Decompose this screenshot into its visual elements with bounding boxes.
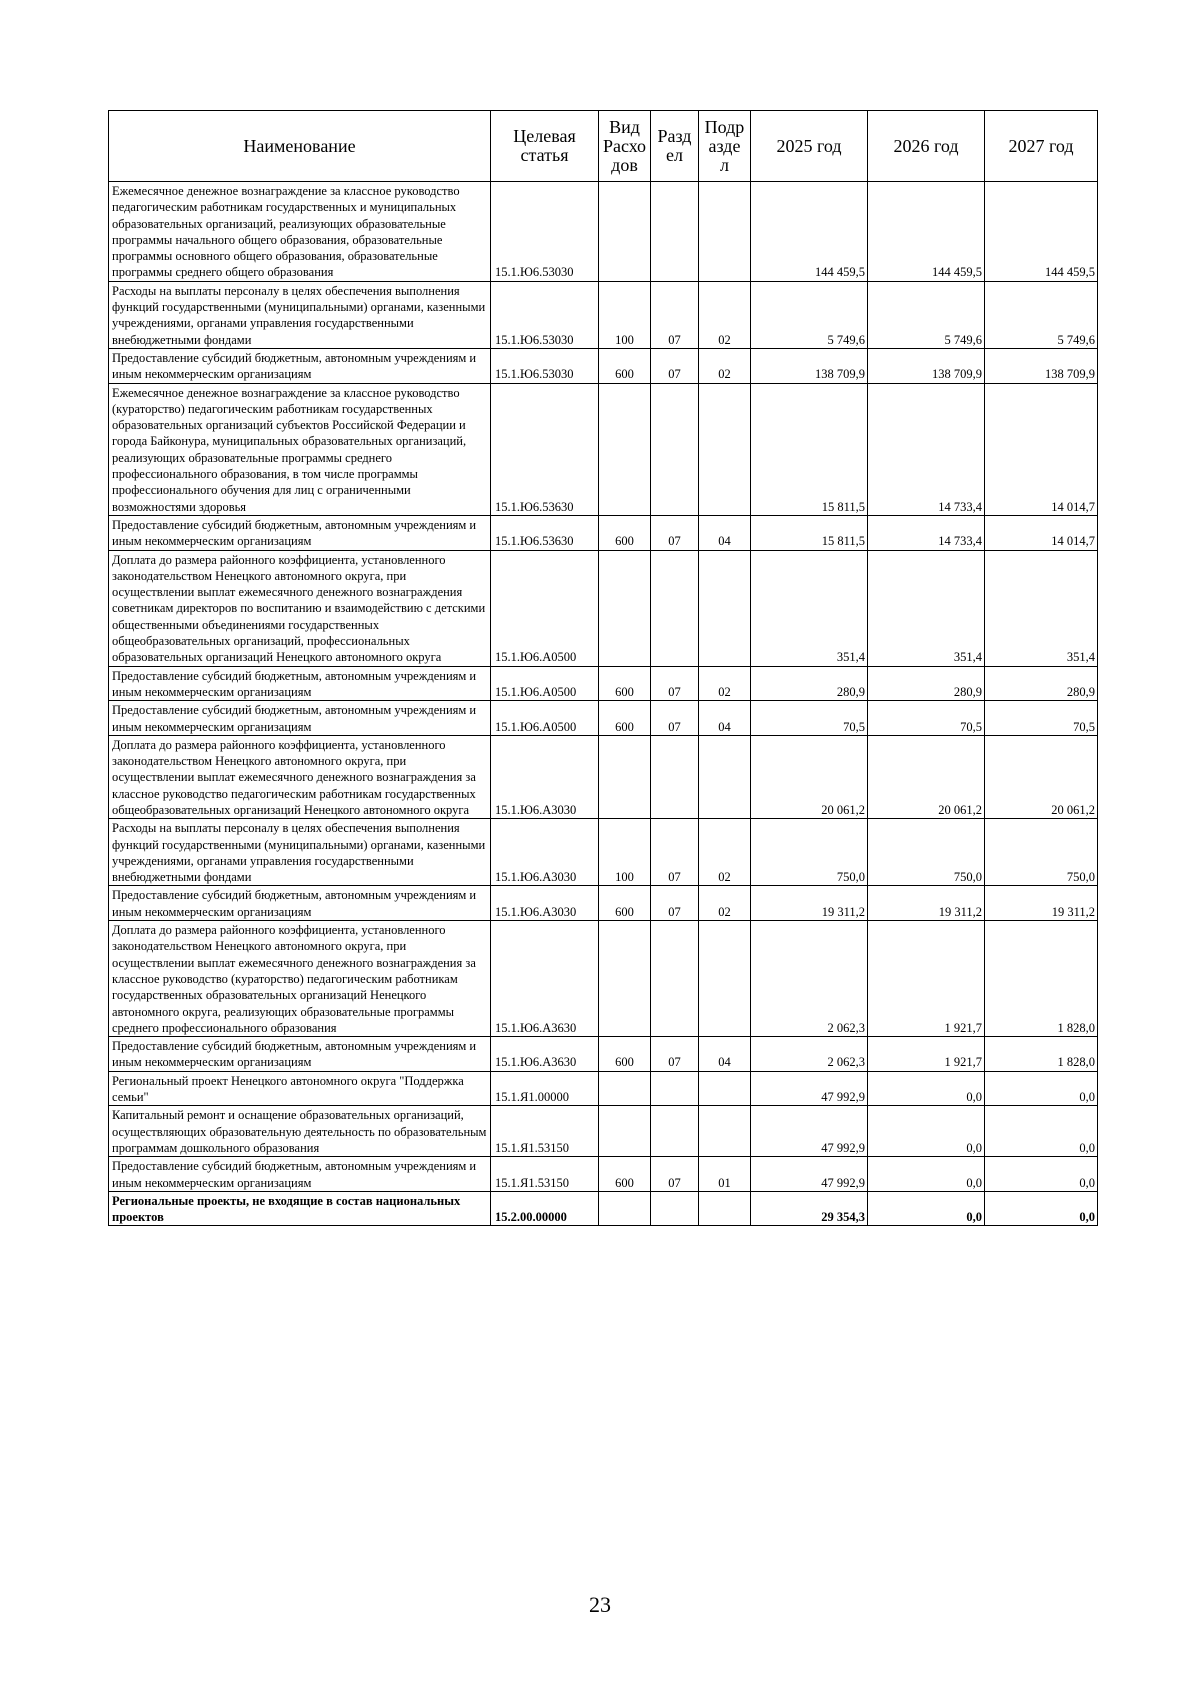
- row-2025-amount-cell: 70,5: [751, 701, 868, 736]
- row-2025-amount-cell: 15 811,5: [751, 383, 868, 515]
- row-expense-type-cell: [599, 1071, 651, 1106]
- row-expense-type-cell: [599, 550, 651, 666]
- table-row: [109, 1191, 1098, 1226]
- row-expense-type-cell: 600: [599, 701, 651, 736]
- row-2026-amount-cell: 14 733,4: [868, 515, 985, 550]
- row-subsection-cell: [699, 1191, 751, 1226]
- row-2027-amount-cell: 14 014,7: [985, 383, 1098, 515]
- row-section-cell: 07: [651, 886, 699, 921]
- row-2025-amount-cell: 47 992,9: [751, 1071, 868, 1106]
- row-section-cell: [651, 1071, 699, 1106]
- table-row: [109, 1071, 1098, 1106]
- row-target-article-cell: 15.1.Ю6.53630: [491, 515, 599, 550]
- budget-table-sheet: [108, 110, 1097, 1226]
- row-2027-amount-cell: 1 828,0: [985, 921, 1098, 1037]
- row-expense-type-cell: 600: [599, 1037, 651, 1072]
- row-name-cell: Доплата до размера районного коэффициента, установленного законодательством Ненецкого автономного округа, при осуществлении выплат ежемесячного денежного вознаграждения советникам директоров по воспитанию и взаимодействию с детскими общественными объединениями государственных общеобразовательных организаций, профессиональных образовательных организаций Ненецкого автономного округа: [109, 550, 491, 666]
- row-expense-type-cell: 100: [599, 281, 651, 348]
- row-name-cell: Региональный проект Ненецкого автономного округа "Поддержка семьи": [109, 1071, 491, 1106]
- table-row: [109, 515, 1098, 550]
- row-subsection-cell: [699, 921, 751, 1037]
- row-section-cell: 07: [651, 281, 699, 348]
- row-name-cell: Предоставление субсидий бюджетным, автономным учреждениям и иным некоммерческим организациям: [109, 666, 491, 701]
- header-target-article: Целевая статья: [491, 111, 599, 182]
- row-target-article-cell: 15.2.00.00000: [491, 1191, 599, 1226]
- row-expense-type-cell: [599, 735, 651, 818]
- page-number: 23: [589, 1592, 611, 1617]
- row-expense-type-cell: [599, 921, 651, 1037]
- row-subsection-cell: 02: [699, 281, 751, 348]
- row-2025-amount-cell: 47 992,9: [751, 1106, 868, 1157]
- row-section-cell: 07: [651, 515, 699, 550]
- row-2027-amount-cell: 0,0: [985, 1106, 1098, 1157]
- row-target-article-cell: 15.1.Я1.00000: [491, 1071, 599, 1106]
- row-2027-amount-cell: 14 014,7: [985, 515, 1098, 550]
- row-subsection-cell: 02: [699, 886, 751, 921]
- row-expense-type-cell: [599, 1191, 651, 1226]
- row-2027-amount-cell: 280,9: [985, 666, 1098, 701]
- row-name-cell: Доплата до размера районного коэффициента, установленного законодательством Ненецкого автономного округа, при осуществлении выплат ежемесячного денежного вознаграждения за классное руководство (кураторство) педагогическим работникам государственных образовательных организаций Ненецкого автономного округа, реализующих образовательные программы среднего профессионального образования: [109, 921, 491, 1037]
- row-name-cell: Предоставление субсидий бюджетным, автономным учреждениям и иным некоммерческим организациям: [109, 701, 491, 736]
- row-subsection-cell: 02: [699, 348, 751, 383]
- row-2026-amount-cell: 1 921,7: [868, 1037, 985, 1072]
- row-section-cell: [651, 383, 699, 515]
- budget-table: [108, 110, 1098, 1226]
- table-row: [109, 1037, 1098, 1072]
- row-section-cell: [651, 921, 699, 1037]
- row-name-cell: Капитальный ремонт и оснащение образовательных организаций, осуществляющих образовательную деятельность по образовательным программам дошкольного образования: [109, 1106, 491, 1157]
- row-2026-amount-cell: 19 311,2: [868, 886, 985, 921]
- row-subsection-cell: 01: [699, 1157, 751, 1192]
- row-expense-type-cell: [599, 182, 651, 282]
- row-subsection-cell: 04: [699, 701, 751, 736]
- row-expense-type-cell: 600: [599, 666, 651, 701]
- row-expense-type-cell: 600: [599, 1157, 651, 1192]
- row-2027-amount-cell: 351,4: [985, 550, 1098, 666]
- table-row: [109, 819, 1098, 886]
- row-target-article-cell: 15.1.Ю6.53030: [491, 348, 599, 383]
- row-2025-amount-cell: 138 709,9: [751, 348, 868, 383]
- row-section-cell: 07: [651, 1037, 699, 1072]
- row-2026-amount-cell: 14 733,4: [868, 383, 985, 515]
- row-target-article-cell: 15.1.Ю6.А3630: [491, 1037, 599, 1072]
- row-subsection-cell: 02: [699, 819, 751, 886]
- row-name-cell: Ежемесячное денежное вознаграждение за классное руководство (кураторство) педагогическим работникам государственных образовательных организаций субъектов Российской Федерации и города Байконура, муниципальных образовательных организаций, реализующих образовательные программы среднего профессионального образования, в том числе программы профессионального обучения для лиц с ограниченными возможностями здоровья: [109, 383, 491, 515]
- table-row: [109, 383, 1098, 515]
- row-subsection-cell: 04: [699, 515, 751, 550]
- row-2026-amount-cell: 20 061,2: [868, 735, 985, 818]
- row-name-cell: Доплата до размера районного коэффициента, установленного законодательством Ненецкого автономного округа, при осуществлении выплат ежемесячного денежного вознаграждения за классное руководство педагогическим работникам государственных общеобразовательных организаций Ненецкого автономного округа: [109, 735, 491, 818]
- row-2027-amount-cell: 0,0: [985, 1157, 1098, 1192]
- table-row: [109, 735, 1098, 818]
- row-2026-amount-cell: 351,4: [868, 550, 985, 666]
- row-2025-amount-cell: 144 459,5: [751, 182, 868, 282]
- row-target-article-cell: 15.1.Ю6.А0500: [491, 701, 599, 736]
- table-row: [109, 921, 1098, 1037]
- row-name-cell: Предоставление субсидий бюджетным, автономным учреждениям и иным некоммерческим организациям: [109, 515, 491, 550]
- row-name-cell: Предоставление субсидий бюджетным, автономным учреждениям и иным некоммерческим организациям: [109, 348, 491, 383]
- row-2025-amount-cell: 29 354,3: [751, 1191, 868, 1226]
- row-2027-amount-cell: 750,0: [985, 819, 1098, 886]
- row-expense-type-cell: 100: [599, 819, 651, 886]
- row-2026-amount-cell: 1 921,7: [868, 921, 985, 1037]
- row-subsection-cell: [699, 1106, 751, 1157]
- row-section-cell: 07: [651, 701, 699, 736]
- row-2027-amount-cell: 0,0: [985, 1191, 1098, 1226]
- row-expense-type-cell: [599, 383, 651, 515]
- row-2026-amount-cell: 280,9: [868, 666, 985, 701]
- row-2025-amount-cell: 5 749,6: [751, 281, 868, 348]
- header-section: Разд ел: [651, 111, 699, 182]
- row-section-cell: [651, 182, 699, 282]
- row-name-cell: Расходы на выплаты персоналу в целях обеспечения выполнения функций государственными (муниципальными) органами, казенными учреждениями, органами управления государственными внебюджетными фондами: [109, 281, 491, 348]
- row-2026-amount-cell: 5 749,6: [868, 281, 985, 348]
- row-section-cell: [651, 550, 699, 666]
- row-2025-amount-cell: 351,4: [751, 550, 868, 666]
- row-2025-amount-cell: 47 992,9: [751, 1157, 868, 1192]
- table-row: [109, 1106, 1098, 1157]
- table-row: [109, 348, 1098, 383]
- table-row: [109, 550, 1098, 666]
- row-target-article-cell: 15.1.Я1.53150: [491, 1106, 599, 1157]
- row-subsection-cell: [699, 735, 751, 818]
- row-name-cell: Предоставление субсидий бюджетным, автономным учреждениям и иным некоммерческим организациям: [109, 886, 491, 921]
- row-2027-amount-cell: 0,0: [985, 1071, 1098, 1106]
- header-subsection: Подр азде л: [699, 111, 751, 182]
- header-expense-type: Вид Расхо дов: [599, 111, 651, 182]
- row-section-cell: [651, 1106, 699, 1157]
- row-subsection-cell: [699, 550, 751, 666]
- row-2027-amount-cell: 5 749,6: [985, 281, 1098, 348]
- table-row: [109, 281, 1098, 348]
- row-target-article-cell: 15.1.Ю6.А3630: [491, 921, 599, 1037]
- header-year-2026: 2026 год: [868, 111, 985, 182]
- header-name: Наименование: [109, 111, 491, 182]
- header-year-2027: 2027 год: [985, 111, 1098, 182]
- row-subsection-cell: 02: [699, 666, 751, 701]
- table-body: [109, 182, 1098, 1226]
- table-row: [109, 666, 1098, 701]
- row-target-article-cell: 15.1.Ю6.53030: [491, 281, 599, 348]
- row-name-cell: Региональные проекты, не входящие в состав национальных проектов: [109, 1191, 491, 1226]
- row-subsection-cell: [699, 383, 751, 515]
- table-row: [109, 701, 1098, 736]
- table-row: [109, 886, 1098, 921]
- row-2027-amount-cell: 70,5: [985, 701, 1098, 736]
- row-section-cell: 07: [651, 666, 699, 701]
- row-2025-amount-cell: 20 061,2: [751, 735, 868, 818]
- row-target-article-cell: 15.1.Ю6.А3030: [491, 819, 599, 886]
- row-2026-amount-cell: 138 709,9: [868, 348, 985, 383]
- row-2026-amount-cell: 0,0: [868, 1106, 985, 1157]
- row-section-cell: 07: [651, 1157, 699, 1192]
- row-2026-amount-cell: 70,5: [868, 701, 985, 736]
- row-2025-amount-cell: 19 311,2: [751, 886, 868, 921]
- row-2027-amount-cell: 138 709,9: [985, 348, 1098, 383]
- row-subsection-cell: 04: [699, 1037, 751, 1072]
- row-section-cell: [651, 1191, 699, 1226]
- row-target-article-cell: 15.1.Ю6.53630: [491, 383, 599, 515]
- row-section-cell: 07: [651, 348, 699, 383]
- row-2026-amount-cell: 144 459,5: [868, 182, 985, 282]
- row-target-article-cell: 15.1.Ю6.53030: [491, 182, 599, 282]
- row-2025-amount-cell: 15 811,5: [751, 515, 868, 550]
- row-2025-amount-cell: 750,0: [751, 819, 868, 886]
- row-target-article-cell: 15.1.Ю6.А0500: [491, 666, 599, 701]
- row-2026-amount-cell: 0,0: [868, 1071, 985, 1106]
- row-expense-type-cell: 600: [599, 515, 651, 550]
- row-2026-amount-cell: 0,0: [868, 1191, 985, 1226]
- row-2025-amount-cell: 280,9: [751, 666, 868, 701]
- row-name-cell: Расходы на выплаты персоналу в целях обеспечения выполнения функций государственными (муниципальными) органами, казенными учреждениями, органами управления государственными внебюджетными фондами: [109, 819, 491, 886]
- row-name-cell: Предоставление субсидий бюджетным, автономным учреждениям и иным некоммерческим организациям: [109, 1037, 491, 1072]
- row-name-cell: Предоставление субсидий бюджетным, автономным учреждениям и иным некоммерческим организациям: [109, 1157, 491, 1192]
- row-target-article-cell: 15.1.Ю6.А3030: [491, 886, 599, 921]
- table-row: [109, 182, 1098, 282]
- table-row: [109, 1157, 1098, 1192]
- row-2026-amount-cell: 0,0: [868, 1157, 985, 1192]
- row-2027-amount-cell: 144 459,5: [985, 182, 1098, 282]
- row-expense-type-cell: [599, 1106, 651, 1157]
- row-2025-amount-cell: 2 062,3: [751, 1037, 868, 1072]
- row-target-article-cell: 15.1.Ю6.А3030: [491, 735, 599, 818]
- row-section-cell: 07: [651, 819, 699, 886]
- row-2027-amount-cell: 20 061,2: [985, 735, 1098, 818]
- header-year-2025: 2025 год: [751, 111, 868, 182]
- row-name-cell: Ежемесячное денежное вознаграждение за классное руководство педагогическим работникам государственных и муниципальных образовательных организаций, реализующих образовательные программы начального общего образования, образовательные программы основного общего образования, образовательные программы среднего общего образования: [109, 182, 491, 282]
- table-header-row: [109, 111, 1098, 182]
- row-target-article-cell: 15.1.Ю6.А0500: [491, 550, 599, 666]
- row-expense-type-cell: 600: [599, 348, 651, 383]
- row-subsection-cell: [699, 182, 751, 282]
- row-2025-amount-cell: 2 062,3: [751, 921, 868, 1037]
- row-2026-amount-cell: 750,0: [868, 819, 985, 886]
- row-2027-amount-cell: 19 311,2: [985, 886, 1098, 921]
- row-2027-amount-cell: 1 828,0: [985, 1037, 1098, 1072]
- row-target-article-cell: 15.1.Я1.53150: [491, 1157, 599, 1192]
- row-section-cell: [651, 735, 699, 818]
- row-expense-type-cell: 600: [599, 886, 651, 921]
- row-subsection-cell: [699, 1071, 751, 1106]
